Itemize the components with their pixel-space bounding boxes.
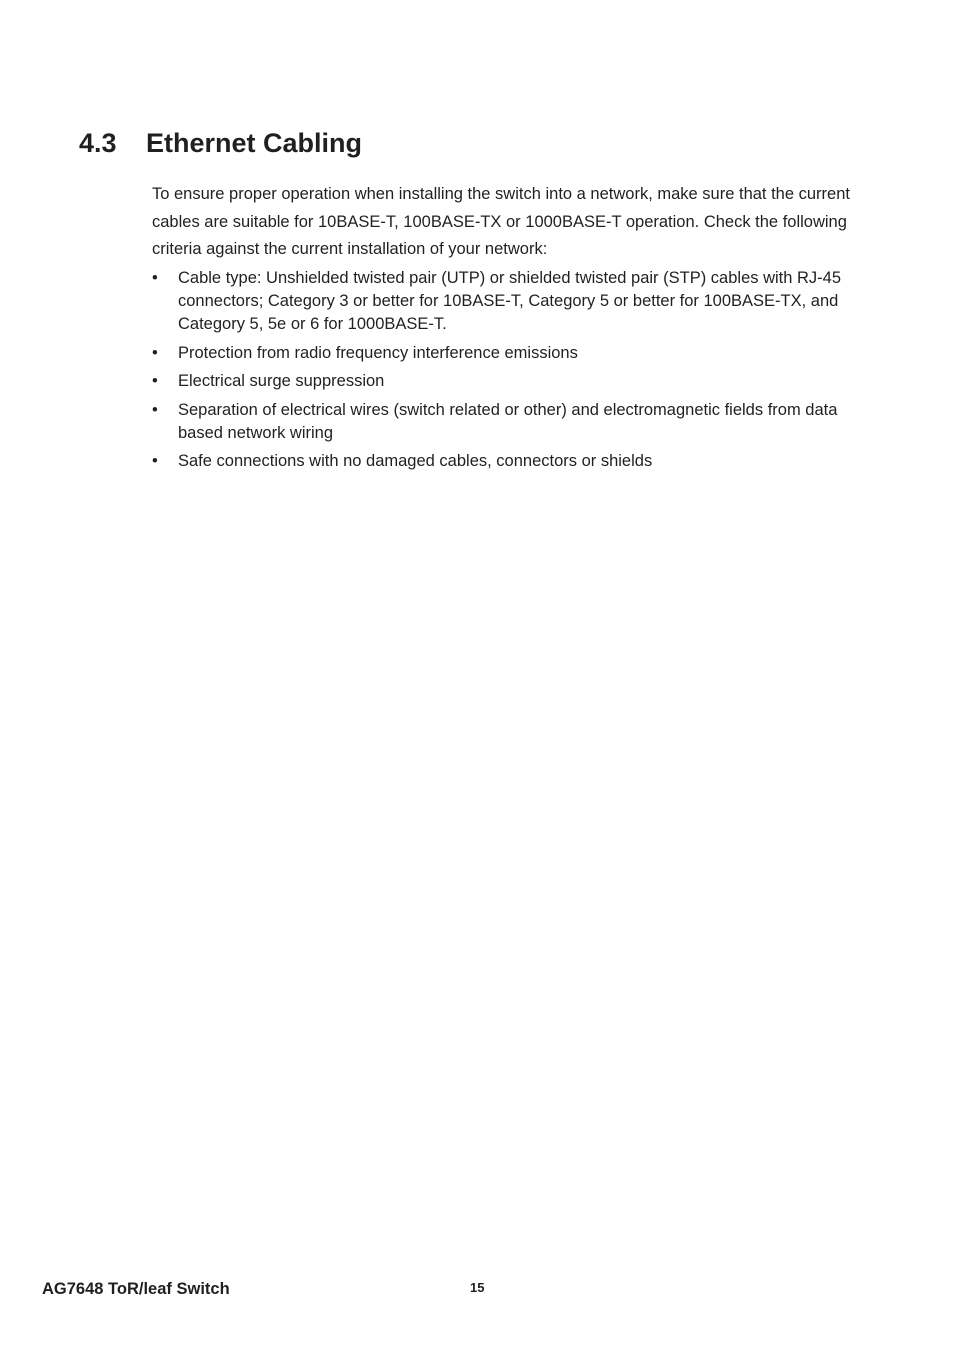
bullet-icon: • xyxy=(152,269,158,287)
criteria-list xyxy=(152,267,882,479)
intro-paragraph: To ensure proper operation when installing the switch into a network, make sure that the current cables are suitable for 10BASE-T, 100BASE-TX or 1000BASE-T operation. Check the following criteria against the current installation of your network: xyxy=(152,185,850,258)
section-title: Ethernet Cabling xyxy=(146,128,363,158)
list-item xyxy=(152,399,882,445)
bullet-icon: • xyxy=(152,372,158,390)
section-heading xyxy=(79,125,362,161)
page-number: 15 xyxy=(470,1280,485,1295)
list-item xyxy=(152,342,882,365)
list-item-text: Separation of electrical wires (switch related or other) and electromagnetic fields from data based network wiring xyxy=(178,400,838,442)
list-item-text: Safe connections with no damaged cables, connectors or shields xyxy=(178,452,653,470)
section-number: 4.3 xyxy=(79,128,117,158)
list-item xyxy=(152,370,882,393)
list-item-text: Protection from radio frequency interference emissions xyxy=(178,343,578,362)
list-item xyxy=(152,267,882,336)
list-item-text: Cable type: Unshielded twisted pair (UTP) or shielded twisted pair (STP) cables with RJ-45 connectors; Category 3 or better for 10BASE-T, Category 5 or better for 100BASE-TX, and Category 5, 5e or 6 for 1000BASE-T. xyxy=(178,269,842,333)
bullet-icon: • xyxy=(152,343,158,362)
footer-product-title: AG7648 ToR/leaf Switch xyxy=(42,1280,230,1298)
bullet-icon: • xyxy=(152,452,158,470)
list-item-text: Electrical surge suppression xyxy=(178,372,385,390)
list-item xyxy=(152,450,882,473)
bullet-icon: • xyxy=(152,400,158,419)
